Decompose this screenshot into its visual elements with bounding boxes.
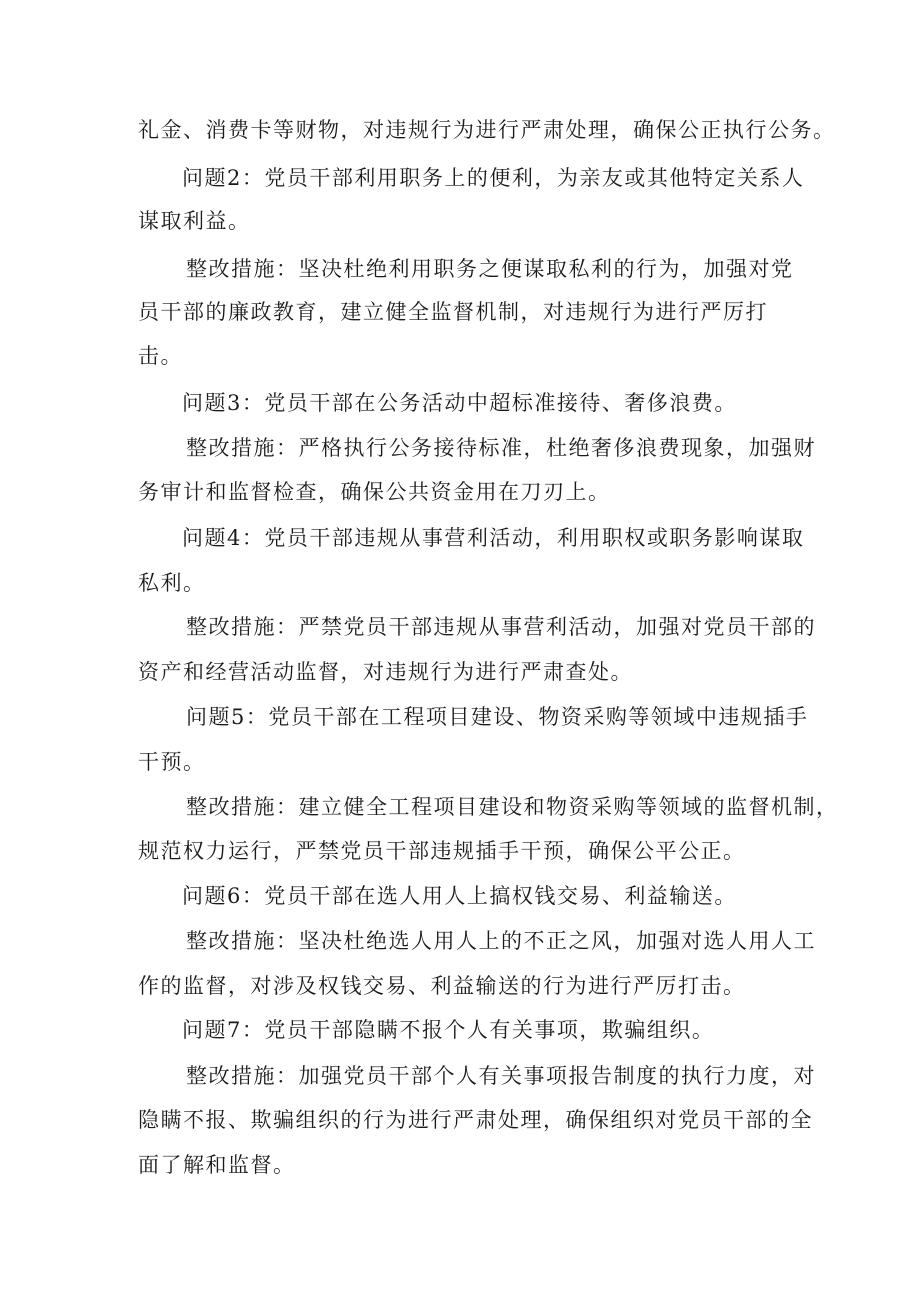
measure-5-heading: 整改措施：建立健全工程项目建设和物资采购等领域的监督机制， [186,795,839,819]
text-line: 面了解和监督。 [138,1153,296,1177]
problem-5-heading: 问题5：党员干部在工程项目建设、物资采购等领域中违规插手 [186,705,809,729]
measure-4-heading: 整改措施：严禁党员干部违规从事营利活动，加强对党员干部的 [186,615,816,639]
text-line: 员干部的廉政教育，建立健全监督机制，对违规行为进行严厉打 [138,300,768,324]
problem-2-heading: 问题2：党员干部利用职务上的便利，为亲友或其他特定关系人 [182,166,805,190]
text-line: 私利。 [138,571,206,595]
problem-7-heading: 问题7：党员干部隐瞒不报个人有关事项，欺骗组织。 [182,1018,715,1042]
text-line: 击。 [138,344,183,368]
problem-4-heading: 问题4：党员干部违规从事营利活动，利用职权或职务影响谋取 [182,526,805,550]
problem-6-heading: 问题6：党员干部在选人用人上搞权钱交易、利益输送。 [182,884,737,908]
text-line: 礼金、消费卡等财物，对违规行为进行严肃处理，确保公正执行公务。 [138,118,836,142]
text-line: 隐瞒不报、欺骗组织的行为进行严肃处理，确保组织对党员干部的全 [138,1108,813,1132]
text-line: 谋取利益。 [138,209,251,233]
problem-3-heading: 问题3：党员干部在公务活动中超标准接待、奢侈浪费。 [182,391,737,415]
text-line: 规范权力运行，严禁党员干部违规插手干预，确保公平公正。 [138,839,746,863]
text-line: 资产和经营活动监督，对违规行为进行严肃查处。 [138,660,633,684]
text-line: 作的监督，对涉及权钱交易、利益输送的行为进行严厉打击。 [138,974,746,998]
measure-6-heading: 整改措施：坚决杜绝选人用人上的不正之风，加强对选人用人工 [186,929,816,953]
measure-7-heading: 整改措施：加强党员干部个人有关事项报告制度的执行力度，对 [186,1064,816,1088]
text-line: 干预。 [138,750,206,774]
text-line: 务审计和监督检查，确保公共资金用在刀刃上。 [138,480,611,504]
measure-2-heading: 整改措施：坚决杜绝利用职务之便谋取私利的行为，加强对党 [186,257,794,281]
measure-3-heading: 整改措施：严格执行公务接待标准，杜绝奢侈浪费现象，加强财 [186,436,816,460]
